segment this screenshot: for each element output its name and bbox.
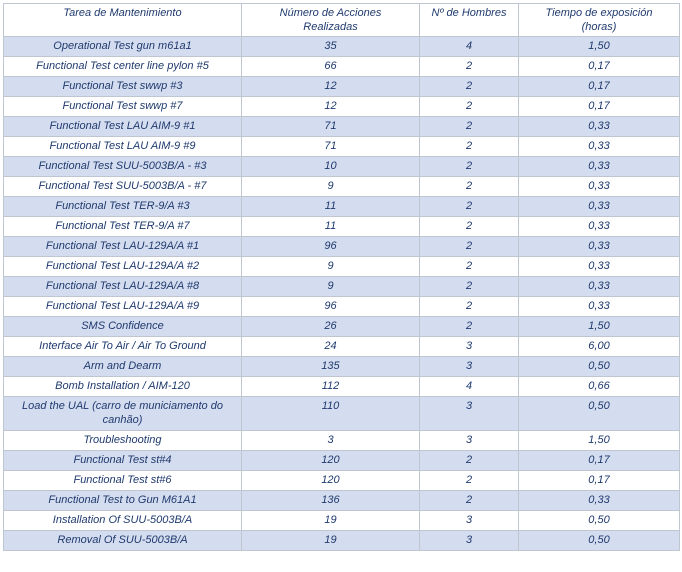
cell-tarea: Installation Of SUU-5003B/A	[4, 511, 242, 531]
cell-hombres: 3	[420, 337, 519, 357]
cell-tiempo: 0,17	[519, 451, 680, 471]
table-row	[4, 37, 680, 57]
cell-tiempo: 0,17	[519, 57, 680, 77]
table-row	[4, 297, 680, 317]
maintenance-table	[3, 3, 680, 551]
cell-hombres: 2	[420, 237, 519, 257]
cell-acciones: 12	[242, 77, 420, 97]
cell-tarea: Load the UAL (carro de municiamento do canhão)	[4, 397, 242, 431]
cell-acciones: 26	[242, 317, 420, 337]
cell-tiempo: 0,66	[519, 377, 680, 397]
cell-tarea: Arm and Dearm	[4, 357, 242, 377]
cell-acciones: 66	[242, 57, 420, 77]
cell-tarea: Functional Test LAU AIM-9 #1	[4, 117, 242, 137]
cell-tiempo: 0,33	[519, 257, 680, 277]
table-row	[4, 157, 680, 177]
header-tiempo-line-1: Tiempo de exposición	[545, 7, 653, 19]
cell-acciones: 11	[242, 217, 420, 237]
table-row	[4, 117, 680, 137]
cell-acciones: 120	[242, 451, 420, 471]
cell-hombres: 2	[420, 451, 519, 471]
cell-tiempo: 1,50	[519, 317, 680, 337]
cell-hombres: 2	[420, 77, 519, 97]
cell-tiempo: 0,33	[519, 157, 680, 177]
cell-acciones: 3	[242, 431, 420, 451]
cell-tarea: Functional Test SUU-5003B/A - #3	[4, 157, 242, 177]
cell-tiempo: 1,50	[519, 431, 680, 451]
cell-hombres: 2	[420, 491, 519, 511]
cell-tarea: SMS Confidence	[4, 317, 242, 337]
table-row	[4, 357, 680, 377]
table-row	[4, 451, 680, 471]
cell-acciones: 136	[242, 491, 420, 511]
table-row	[4, 237, 680, 257]
header-tiempo-line-2: (horas)	[581, 21, 617, 33]
table-row	[4, 491, 680, 511]
cell-tiempo: 0,33	[519, 117, 680, 137]
cell-hombres: 2	[420, 197, 519, 217]
table-row	[4, 397, 680, 431]
table-row	[4, 137, 680, 157]
table-row	[4, 277, 680, 297]
cell-tiempo: 0,50	[519, 397, 680, 431]
cell-tarea: Functional Test TER-9/A #3	[4, 197, 242, 217]
cell-tiempo: 1,50	[519, 37, 680, 57]
cell-tiempo: 0,33	[519, 137, 680, 157]
cell-tarea: Functional Test LAU-129A/A #1	[4, 237, 242, 257]
cell-acciones: 96	[242, 297, 420, 317]
cell-tiempo: 6,00	[519, 337, 680, 357]
table-row	[4, 97, 680, 117]
cell-tarea: Functional Test TER-9/A #7	[4, 217, 242, 237]
cell-tarea: Functional Test st#4	[4, 451, 242, 471]
table-row	[4, 511, 680, 531]
cell-tarea: Functional Test LAU-129A/A #2	[4, 257, 242, 277]
cell-acciones: 35	[242, 37, 420, 57]
cell-hombres: 2	[420, 317, 519, 337]
cell-hombres: 2	[420, 217, 519, 237]
cell-tiempo: 0,33	[519, 237, 680, 257]
table-row	[4, 471, 680, 491]
cell-hombres: 2	[420, 177, 519, 197]
cell-hombres: 2	[420, 137, 519, 157]
cell-tarea: Functional Test swwp #3	[4, 77, 242, 97]
cell-acciones: 9	[242, 257, 420, 277]
cell-hombres: 2	[420, 97, 519, 117]
cell-acciones: 19	[242, 511, 420, 531]
cell-acciones: 11	[242, 197, 420, 217]
cell-acciones: 9	[242, 177, 420, 197]
cell-tarea: Functional Test swwp #7	[4, 97, 242, 117]
header-acciones-line-1: Número de Acciones	[279, 7, 382, 19]
cell-tarea: Functional Test LAU-129A/A #8	[4, 277, 242, 297]
cell-hombres: 2	[420, 117, 519, 137]
cell-tiempo: 0,33	[519, 297, 680, 317]
cell-tiempo: 0,33	[519, 177, 680, 197]
cell-tarea: Troubleshooting	[4, 431, 242, 451]
cell-tarea: Functional Test LAU-129A/A #9	[4, 297, 242, 317]
cell-tiempo: 0,17	[519, 97, 680, 117]
cell-hombres: 3	[420, 357, 519, 377]
cell-tarea: Removal Of SUU-5003B/A	[4, 531, 242, 551]
cell-acciones: 24	[242, 337, 420, 357]
table-row	[4, 531, 680, 551]
cell-hombres: 4	[420, 377, 519, 397]
cell-tiempo: 0,33	[519, 197, 680, 217]
cell-tiempo: 0,50	[519, 531, 680, 551]
cell-tiempo: 0,33	[519, 277, 680, 297]
cell-acciones: 120	[242, 471, 420, 491]
cell-tiempo: 0,17	[519, 471, 680, 491]
cell-tarea: Interface Air To Air / Air To Ground	[4, 337, 242, 357]
cell-acciones: 110	[242, 397, 420, 431]
table-row	[4, 57, 680, 77]
cell-tiempo: 0,50	[519, 511, 680, 531]
cell-acciones: 112	[242, 377, 420, 397]
header-acciones	[242, 4, 420, 37]
cell-acciones: 96	[242, 237, 420, 257]
cell-acciones: 12	[242, 97, 420, 117]
table-row	[4, 337, 680, 357]
table-row	[4, 197, 680, 217]
table-body	[4, 37, 680, 551]
table-row	[4, 377, 680, 397]
cell-hombres: 2	[420, 157, 519, 177]
cell-hombres: 3	[420, 511, 519, 531]
table-row	[4, 431, 680, 451]
table-row	[4, 177, 680, 197]
table-row	[4, 77, 680, 97]
cell-hombres: 3	[420, 531, 519, 551]
cell-tarea: Operational Test gun m61a1	[4, 37, 242, 57]
cell-hombres: 2	[420, 471, 519, 491]
cell-tarea: Functional Test st#6	[4, 471, 242, 491]
header-tarea	[4, 4, 242, 37]
cell-acciones: 71	[242, 117, 420, 137]
table-header-row	[4, 4, 680, 37]
cell-tarea: Bomb Installation / AIM-120	[4, 377, 242, 397]
cell-hombres: 2	[420, 257, 519, 277]
cell-acciones: 10	[242, 157, 420, 177]
cell-hombres: 3	[420, 431, 519, 451]
cell-acciones: 9	[242, 277, 420, 297]
table-row	[4, 317, 680, 337]
cell-tiempo: 0,17	[519, 77, 680, 97]
cell-hombres: 2	[420, 277, 519, 297]
table-row	[4, 257, 680, 277]
header-tiempo	[519, 4, 680, 37]
cell-acciones: 135	[242, 357, 420, 377]
cell-hombres: 2	[420, 57, 519, 77]
cell-tiempo: 0,50	[519, 357, 680, 377]
cell-acciones: 19	[242, 531, 420, 551]
header-hombres	[420, 4, 519, 37]
cell-tarea: Functional Test SUU-5003B/A - #7	[4, 177, 242, 197]
cell-hombres: 4	[420, 37, 519, 57]
cell-tiempo: 0,33	[519, 217, 680, 237]
cell-tarea: Functional Test LAU AIM-9 #9	[4, 137, 242, 157]
cell-acciones: 71	[242, 137, 420, 157]
table-row	[4, 217, 680, 237]
header-hombres-line: Nº de Hombres	[431, 7, 507, 19]
cell-hombres: 3	[420, 397, 519, 431]
header-acciones-line-2: Realizadas	[303, 21, 358, 33]
cell-tarea: Functional Test center line pylon #5	[4, 57, 242, 77]
header-tarea-line: Tarea de Mantenimiento	[63, 7, 182, 19]
cell-tarea: Functional Test to Gun M61A1	[4, 491, 242, 511]
cell-tiempo: 0,33	[519, 491, 680, 511]
cell-hombres: 2	[420, 297, 519, 317]
